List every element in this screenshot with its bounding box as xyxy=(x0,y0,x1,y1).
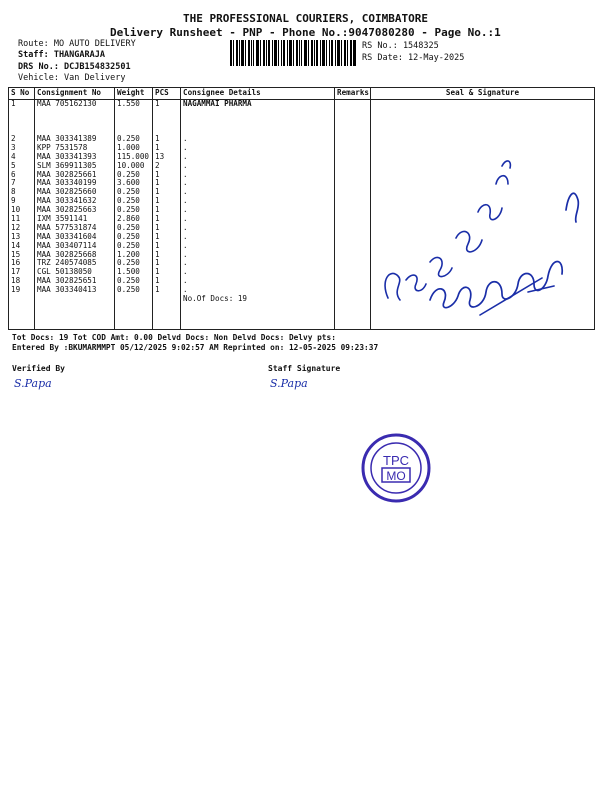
consignment-value: MAA 302825668 xyxy=(37,249,97,259)
consignee-value: . xyxy=(183,178,188,188)
consignment-value: MAA 303341604 xyxy=(37,231,97,241)
weight-value: 1.200 xyxy=(117,249,140,259)
pcs-value: 1 xyxy=(155,285,160,295)
sno-value: 12 xyxy=(11,222,21,232)
consignee-value: . xyxy=(183,258,188,268)
sno-value: 5 xyxy=(11,160,16,170)
pcs-value: 1 xyxy=(155,178,160,188)
col-pcs: PCS xyxy=(153,88,181,100)
sno-value: 7 xyxy=(11,178,16,188)
pcs-value: 1 xyxy=(155,169,160,179)
consignment-value: MAA 302825651 xyxy=(37,276,97,286)
weight-value: 0.250 xyxy=(117,240,140,250)
barcode xyxy=(230,40,356,66)
totals-line: Tot Docs: 19 Tot COD Amt: 0.00 Delvd Docs: Non Delvd Docs: Delvy pts: xyxy=(12,333,336,342)
first-pcs: 1 xyxy=(155,99,160,108)
weight-list xyxy=(117,135,150,295)
pcs-value: 1 xyxy=(155,249,160,259)
sno-value: 10 xyxy=(11,205,21,215)
weight-value: 10.000 xyxy=(117,160,145,170)
consignment-value: MAA 302825661 xyxy=(37,169,97,179)
consignee-value: . xyxy=(183,142,188,152)
entered-by-line: Entered By :BKUMARMMPT 05/12/2025 9:02:57 AM Reprinted on: 12-05-2025 09:23:37 xyxy=(12,343,379,352)
company-title: THE PROFESSIONAL COURIERS, COIMBATORE xyxy=(183,12,429,25)
pcs-value: 1 xyxy=(155,258,160,268)
consignment-value: KPP 7531578 xyxy=(37,142,88,152)
pcs-value: 1 xyxy=(155,267,160,277)
sno-value: 19 xyxy=(11,285,21,295)
tpc-mo-stamp xyxy=(360,432,432,504)
consignee-value: . xyxy=(183,222,188,232)
no-of-docs: No.Of Docs: 19 xyxy=(183,294,248,304)
sno-value: 2 xyxy=(11,134,16,143)
consignment-value: TRZ 240574085 xyxy=(37,258,97,268)
pcs-value: 13 xyxy=(155,151,165,161)
sno-value: 8 xyxy=(11,187,16,197)
staff-signature: S.Papa xyxy=(270,377,308,390)
consignee-value: . xyxy=(183,240,188,250)
weight-value: 1.000 xyxy=(117,142,140,152)
pcs-value: 1 xyxy=(155,196,160,206)
consignee-value: . xyxy=(183,160,188,170)
pcs-value: 2 xyxy=(155,160,160,170)
consignment-value: MAA 302825660 xyxy=(37,187,97,197)
sno-cell xyxy=(9,100,35,330)
weight-value: 0.250 xyxy=(117,285,140,295)
consignment-value: IXM 3591141 xyxy=(37,214,88,224)
weight-value: 3.600 xyxy=(117,178,140,188)
consignee-cell xyxy=(181,100,335,330)
pcs-value: 1 xyxy=(155,134,160,143)
consignment-value: MAA 303340413 xyxy=(37,285,97,295)
weight-cell xyxy=(115,100,153,330)
sno-value: 16 xyxy=(11,258,21,268)
consignee-value: . xyxy=(183,196,188,206)
sno-value: 17 xyxy=(11,267,21,277)
sno-value: 6 xyxy=(11,169,16,179)
consignment-cell xyxy=(35,100,115,330)
pcs-value: 1 xyxy=(155,231,160,241)
weight-value: 0.250 xyxy=(117,169,140,179)
first-consignee: NAGAMMAI PHARMA xyxy=(183,99,252,108)
col-consignee: Consignee Details xyxy=(181,88,335,100)
runsheet-subtitle: Delivery Runsheet - PNP - Phone No.:9047080280 - Page No.:1 xyxy=(110,26,501,39)
consignee-value: . xyxy=(183,187,188,197)
pcs-value: 1 xyxy=(155,187,160,197)
consignment-value: MAA 577531874 xyxy=(37,222,97,232)
handwritten-receipt-signature xyxy=(370,150,590,320)
consignment-list xyxy=(37,135,112,295)
pcs-value: 1 xyxy=(155,276,160,286)
weight-value: 0.250 xyxy=(117,222,140,232)
weight-value: 0.250 xyxy=(117,205,140,215)
consignee-value: . xyxy=(183,169,188,179)
consignee-value: . xyxy=(183,249,188,259)
sno-value: 3 xyxy=(11,142,16,152)
weight-value: 115.000 xyxy=(117,151,150,161)
weight-value: 0.250 xyxy=(117,276,140,286)
col-sno: S No xyxy=(9,88,35,100)
col-seal-signature: Seal & Signature xyxy=(371,88,595,100)
pcs-value: 1 xyxy=(155,214,160,224)
sno-value: 15 xyxy=(11,249,21,259)
consignment-value: MAA 303341393 xyxy=(37,151,97,161)
weight-value: 0.250 xyxy=(117,231,140,241)
consignee-value: . xyxy=(183,151,188,161)
weight-value: 0.250 xyxy=(117,258,140,268)
consignee-value: . xyxy=(183,231,188,241)
sno-value: 14 xyxy=(11,240,21,250)
col-remarks: Remarks xyxy=(335,88,371,100)
verified-by-label: Verified By xyxy=(12,364,65,373)
remarks-cell xyxy=(335,100,371,330)
vehicle: Vehicle: Van Delivery xyxy=(18,73,126,83)
consignment-value: MAA 302825663 xyxy=(37,205,97,215)
rs-date: RS Date: 12-May-2025 xyxy=(362,53,465,63)
route: Route: MO AUTO DELIVERY xyxy=(18,39,136,49)
consignment-value: MAA 303341632 xyxy=(37,196,97,206)
consignee-value: . xyxy=(183,205,188,215)
col-weight: Weight xyxy=(115,88,153,100)
consignee-list xyxy=(183,135,332,295)
consignee-value: . xyxy=(183,134,188,143)
consignment-value: MAA 303341389 xyxy=(37,134,97,143)
staff-signature-label: Staff Signature xyxy=(268,364,341,373)
weight-value: 0.250 xyxy=(117,196,140,206)
weight-value: 0.250 xyxy=(117,134,140,143)
pcs-list xyxy=(155,135,178,295)
stamp-line1: TPC xyxy=(383,453,409,468)
weight-value: 0.250 xyxy=(117,187,140,197)
consignment-value: SLM 369911305 xyxy=(37,160,97,170)
verified-signature: S.Papa xyxy=(14,377,52,390)
first-sno: 1 xyxy=(11,99,16,108)
pcs-value: 1 xyxy=(155,205,160,215)
drs-number: DRS No.: DCJB154832501 xyxy=(18,62,131,72)
consignee-value: . xyxy=(183,214,188,224)
consignment-value: CGL 50138050 xyxy=(37,267,92,277)
consignee-value: . xyxy=(183,276,188,286)
col-consignment: Consignment No xyxy=(35,88,115,100)
sno-list xyxy=(11,135,32,295)
weight-value: 2.860 xyxy=(117,214,140,224)
consignment-value: MAA 303407114 xyxy=(37,240,97,250)
sno-value: 4 xyxy=(11,151,16,161)
rs-number: RS No.: 1548325 xyxy=(362,41,439,51)
consignment-value: MAA 303340199 xyxy=(37,178,97,188)
sno-value: 18 xyxy=(11,276,21,286)
sno-value: 9 xyxy=(11,196,16,206)
consignee-value: . xyxy=(183,285,188,295)
pcs-cell xyxy=(153,100,181,330)
weight-value: 1.500 xyxy=(117,267,140,277)
staff: Staff: THANGARAJA xyxy=(18,50,105,60)
pcs-value: 1 xyxy=(155,142,160,152)
first-consignment: MAA 705162130 xyxy=(37,99,97,108)
first-weight: 1.550 xyxy=(117,99,140,108)
sno-value: 11 xyxy=(11,214,21,224)
table-header-row xyxy=(9,88,595,100)
stamp-line2: MO xyxy=(386,469,406,483)
pcs-value: 1 xyxy=(155,240,160,250)
pcs-value: 1 xyxy=(155,222,160,232)
sno-value: 13 xyxy=(11,231,21,241)
consignee-value: . xyxy=(183,267,188,277)
